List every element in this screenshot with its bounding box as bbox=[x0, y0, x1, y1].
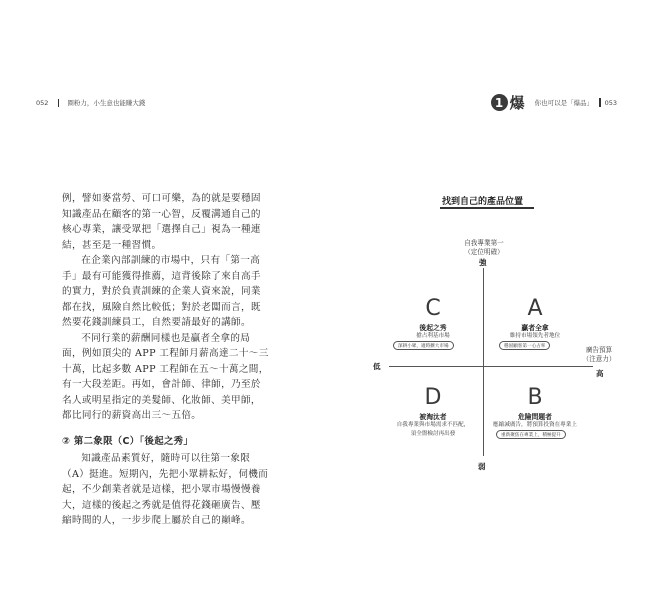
quadrant-a-name: 贏者全拿 bbox=[521, 324, 549, 332]
y-axis-weak: 弱 bbox=[478, 462, 486, 471]
y-axis-strong: 強 bbox=[479, 258, 487, 267]
paragraph-4: 知識產品素質好，隨時可以往第一象限（A）挺進。短期內，先把小眾耕耘好，伺機而起，不少創業者就是這樣，把小眾市場慢慢養大，這樣的後起之秀就是值得花錢砸廣告、壓縮時間的人，一步步爬上屬於自己的巔峰。 bbox=[62, 453, 269, 526]
y-axis-label-1: 自我專業第一 bbox=[464, 239, 504, 247]
right-page-number: 053 bbox=[604, 98, 617, 107]
quadrant-b-letter: B bbox=[527, 385, 543, 410]
quadrant-a-letter: A bbox=[527, 296, 543, 321]
header-divider-right bbox=[599, 98, 601, 107]
y-axis-line bbox=[483, 268, 484, 456]
chapter-badge-icon bbox=[491, 94, 508, 111]
quadrant-d-desc-1: 自我專業與市場需求不匹配， bbox=[396, 422, 470, 428]
paragraph-2: 在企業內部訓練的市場中，只有「第一高手」最有可能獲得推薦，這背後除了來自高手的實力，對於負責訓練的企業人資來說，同業都在找，風險自然比較低；對於老闆而言，既然要花錢訓練員工，自然要請最好的講師。 bbox=[62, 255, 261, 328]
quadrant-b-desc: 應縮減廣告，將預算投資在專業上 bbox=[493, 422, 577, 428]
quadrant-c-name: 後起之秀 bbox=[419, 324, 447, 332]
header-divider bbox=[58, 99, 59, 107]
diagram-title: 找到自己的產品位置 bbox=[442, 197, 524, 207]
paragraph-1: 例，譬如麥當勞、可口可樂，為的就是要穩固知識產品在顧客的第一心智，反覆溝通自己的核心專業，讓受眾把「選擇自己」視為一種連結，甚至是一種習慣。 bbox=[62, 193, 261, 251]
left-book-title: 圈粉力，小生意也能賺大錢 bbox=[67, 99, 146, 107]
y-axis-label-2: （定位明確） bbox=[464, 248, 504, 256]
x-axis-line bbox=[389, 366, 593, 367]
chapter-number: 1 bbox=[494, 95, 504, 110]
section-heading: ② 第二象限（C）「後起之秀」 bbox=[62, 435, 194, 447]
x-axis-label-1: 廣告預算 bbox=[585, 346, 613, 354]
quadrant-d-name: 被淘汰者 bbox=[419, 413, 447, 421]
quadrant-c-note: 深耕小眾，適時擴大市場 bbox=[393, 341, 454, 350]
chapter-title: 你也可以是「爆品」 bbox=[534, 99, 594, 107]
right-page-header bbox=[491, 92, 617, 113]
x-axis-low: 低 bbox=[373, 362, 381, 371]
quadrant-d-desc-2: 須全盤檢討再出發 bbox=[410, 431, 456, 437]
quadrant-c-letter: C bbox=[425, 296, 441, 321]
quadrant-a-note: 穩固顧客第一心占率 bbox=[499, 341, 550, 350]
left-page-number: 052 bbox=[36, 99, 49, 107]
x-axis-label-2: （注意力） bbox=[582, 355, 616, 363]
body-text-column bbox=[62, 191, 270, 529]
diagram-title-underline bbox=[440, 207, 534, 209]
quadrant-b-name: 危險問題者 bbox=[518, 413, 552, 421]
quadrant-c-desc: 搶占利基市場 bbox=[416, 333, 450, 339]
left-page-header bbox=[36, 98, 145, 107]
x-axis-high: 高 bbox=[596, 369, 604, 378]
paragraph-3: 不同行業的薪酬同樣也是贏者全拿的局面，例如頂尖的 APP 工程師月薪高達二十～三十萬，比起多數 APP 工程師在五～十萬之間，有一大段差距。再如，會計師、律師，乃至於名人或明星指定的美髮師、化妝師、美甲師，都比同行的薪資高出三～五倍。 bbox=[62, 332, 269, 421]
quadrant-a-desc: 維持市場領先者地位 bbox=[509, 333, 561, 339]
chapter-char: 爆 bbox=[509, 94, 525, 112]
quadrant-d-letter: D bbox=[424, 385, 442, 410]
paragraph-gap bbox=[62, 424, 270, 430]
quadrant-b-note: 重新聚焦在專業上，積極提升 bbox=[496, 430, 566, 439]
